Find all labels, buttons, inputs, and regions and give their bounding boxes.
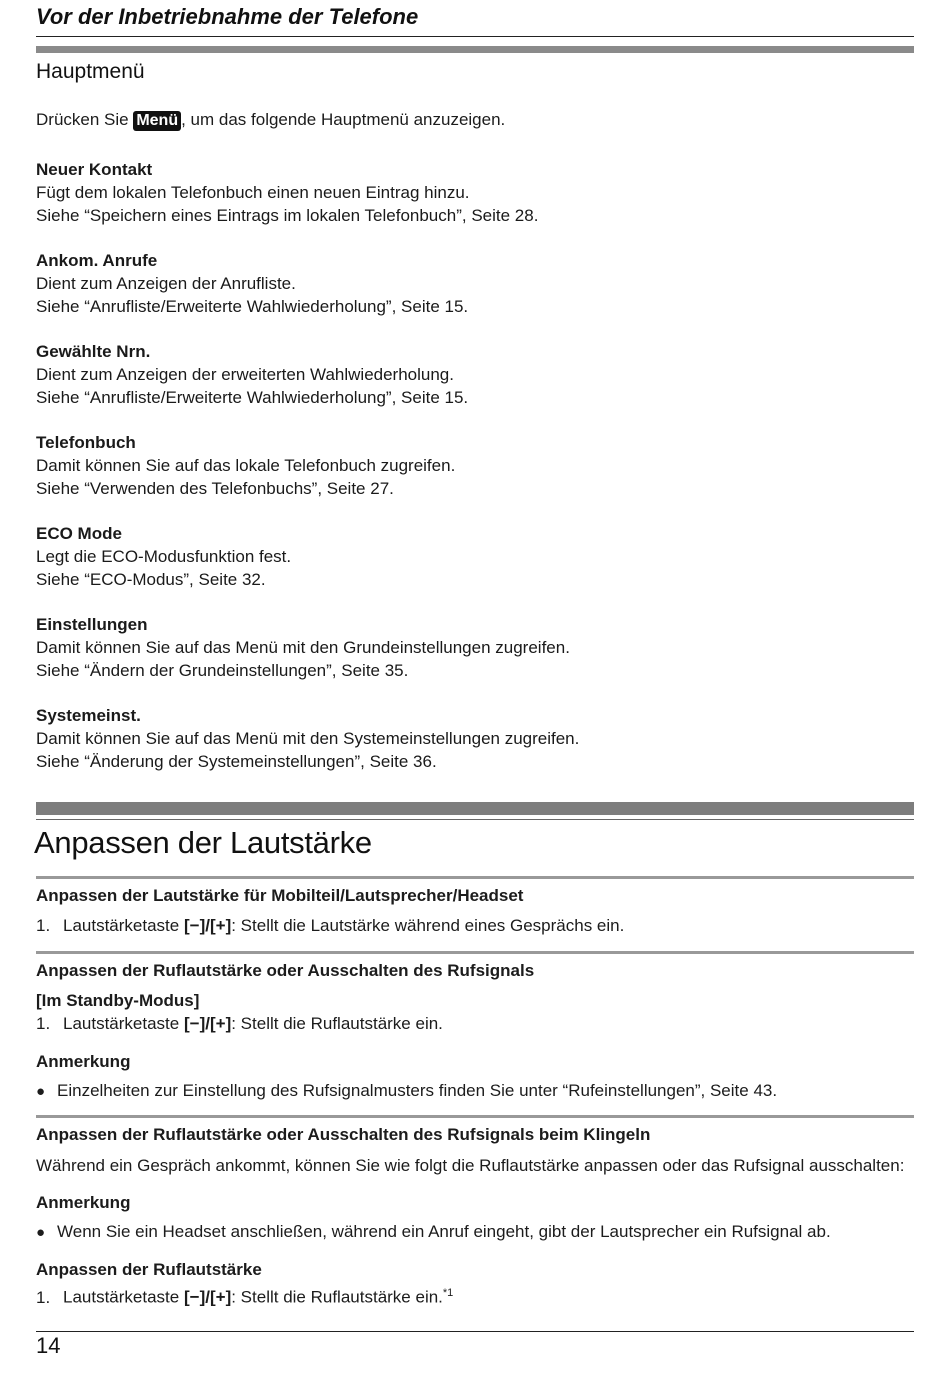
- menu-key: Menü: [133, 111, 181, 131]
- plus-icon: +: [215, 1287, 226, 1307]
- footer-rule: [36, 1331, 914, 1332]
- plus-icon: +: [215, 1014, 226, 1033]
- minus-icon: −: [189, 916, 200, 935]
- chapter-rule: [36, 819, 914, 820]
- volume-sub3-intro: Während ein Gespräch ankommt, können Sie wie folgt die Ruflautstärke anpassen oder das Rufsignal ausschalten:: [36, 1156, 905, 1175]
- volume-sub3-subheading: Anpassen der Ruflautstärke: [36, 1260, 262, 1279]
- volume-sub3-step: 1. Lautstärketaste [−]/[+]: Stellt die Ruflautstärke ein.$^{*1}$: [36, 1287, 454, 1307]
- menu-entry-eco-mode: ECO Mode Legt die ECO-Modusfunktion fest. Siehe “ECO-Modus”, Seite 32.: [36, 524, 292, 589]
- volume-sub2-mode: [Im Standby-Modus]: [36, 991, 200, 1010]
- minus-icon: −: [189, 1014, 200, 1033]
- section-bar: [36, 46, 914, 53]
- minus-icon: −: [189, 1287, 200, 1307]
- chapter-bar: [36, 802, 914, 815]
- header-rule: [36, 36, 914, 37]
- menu-entry-telefonbuch: Telefonbuch Damit können Sie auf das lokale Telefonbuch zugreifen. Siehe “Verwenden des Telefonbuchs”, Seite 27.: [36, 433, 456, 498]
- volume-sub3-heading: Anpassen der Ruflautstärke oder Ausschalten des Rufsignals beim Klingeln: [36, 1125, 651, 1144]
- volume-sub3-note: ● Wenn Sie ein Headset anschließen, während ein Anruf eingeht, gibt der Lautsprecher ein Rufsignal ab.: [36, 1220, 831, 1244]
- menu-entry-ankom-anrufe: Ankom. Anrufe Dient zum Anzeigen der Anrufliste. Siehe “Anrufliste/Erweiterte Wahlwiederholung”, Seite 15.: [36, 251, 469, 316]
- volume-sub2-heading: Anpassen der Ruflautstärke oder Ausschalten des Rufsignals: [36, 961, 535, 980]
- volume-sub2-step: 1. Lautstärketaste [−]/[+]: Stellt die Ruflautstärke ein.: [36, 1014, 443, 1033]
- main-menu-heading: Hauptmenü: [36, 60, 145, 83]
- volume-sub1-step: 1. Lautstärketaste [−]/[+]: Stellt die Lautstärke während eines Gesprächs ein.: [36, 916, 625, 935]
- menu-entry-einstellungen: Einstellungen Damit können Sie auf das Menü mit den Grundeinstellungen zugreifen. Siehe “Ändern der Grundeinstellungen”, Seite 35.: [36, 615, 570, 680]
- menu-entry-neuer-kontakt: Neuer Kontakt Fügt dem lokalen Telefonbuch einen neuen Eintrag hinzu. Siehe “Speichern eines Eintrags im lokalen Telefonbuch”, Seite 28.: [36, 160, 539, 225]
- volume-sub1-heading: Anpassen der Lautstärke für Mobilteil/Lautsprecher/Headset: [36, 886, 524, 905]
- running-header: Vor der Inbetriebnahme der Telefone: [36, 4, 419, 29]
- volume-heading: Anpassen der Lautstärke: [34, 825, 372, 860]
- menu-entry-gewaehlte-nrn: Gewählte Nrn. Dient zum Anzeigen der erweiterten Wahlwiederholung. Siehe “Anrufliste/Erweiterte Wahlwiederholung”, Seite 15.: [36, 342, 469, 407]
- bullet-icon: ●: [36, 1083, 46, 1100]
- volume-sub2-note: ● Einzelheiten zur Einstellung des Rufsignalmusters finden Sie unter “Rufeinstellungen”, Seite 43.: [36, 1079, 777, 1103]
- bullet-icon: ●: [36, 1224, 46, 1241]
- menu-entry-systemeinst: Systemeinst. Damit können Sie auf das Menü mit den Systemeinstellungen zugreifen. Siehe “Änderung der Systemeinstellungen”, Seite 36.: [36, 706, 580, 771]
- footnote-mark: *1: [442, 1287, 454, 1299]
- plus-icon: +: [215, 916, 226, 935]
- subsection-rule-1: [36, 876, 914, 879]
- volume-sub3-note-title: Anmerkung: [36, 1193, 131, 1212]
- volume-sub2-note-title: Anmerkung: [36, 1052, 131, 1071]
- page-number: 14: [36, 1333, 61, 1358]
- main-menu-intro: Drücken Sie Menü , um das folgende Hauptmenü anzuzeigen.: [36, 110, 506, 129]
- subsection-rule-2: [36, 951, 914, 954]
- subsection-rule-3: [36, 1115, 914, 1118]
